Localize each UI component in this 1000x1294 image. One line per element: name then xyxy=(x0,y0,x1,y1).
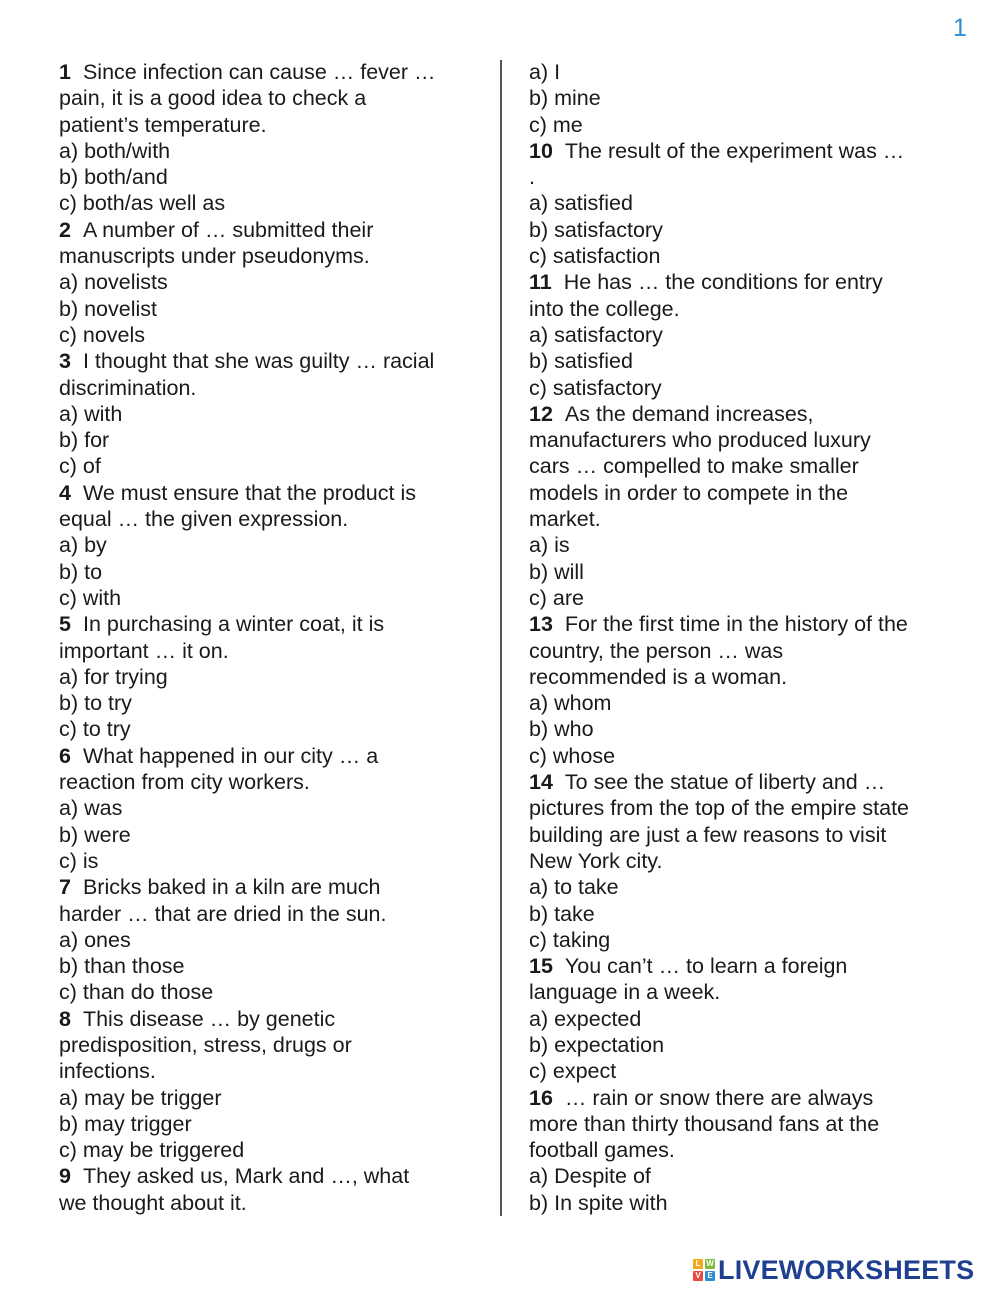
question-line xyxy=(59,348,484,374)
answer-option xyxy=(59,690,484,716)
answer-option xyxy=(529,927,954,953)
question-line xyxy=(529,269,954,295)
line-text: Since infection can cause … fever … xyxy=(82,60,436,84)
line-text: manufacturers who produced luxury xyxy=(529,428,871,453)
answer-option xyxy=(529,59,954,85)
question-line xyxy=(59,743,484,769)
question-number: 1 xyxy=(59,60,71,84)
question-text-line xyxy=(529,822,954,848)
line-text: c) satisfactory xyxy=(529,375,662,400)
question-text-line xyxy=(59,1058,484,1084)
answer-option xyxy=(529,1058,954,1084)
line-text: recommended is a woman. xyxy=(529,664,788,689)
question-line xyxy=(59,1163,484,1189)
question-text-line xyxy=(59,1190,484,1216)
question-text-line xyxy=(529,480,954,506)
answer-option xyxy=(59,795,484,821)
line-text: He has … the conditions for entry xyxy=(563,270,883,295)
line-text: b) In spite with xyxy=(529,1190,668,1215)
answer-option xyxy=(59,164,484,190)
answer-option xyxy=(529,1190,954,1216)
line-text: harder … that are dried in the sun. xyxy=(59,901,387,926)
line-text: pictures from the top of the empire state xyxy=(529,796,910,821)
question-text-line xyxy=(529,506,954,532)
line-text: a) was xyxy=(59,796,123,821)
question-line xyxy=(529,401,954,427)
answer-option xyxy=(59,585,484,611)
answer-option xyxy=(59,822,484,848)
line-text: c) both/as well as xyxy=(59,191,226,216)
line-text: a) to take xyxy=(529,875,619,900)
question-text-line xyxy=(59,769,484,795)
line-text: c) of xyxy=(59,454,101,479)
answer-option xyxy=(529,375,954,401)
line-text: c) whose xyxy=(529,743,616,768)
answer-option xyxy=(59,269,484,295)
line-text: a) may be trigger xyxy=(59,1085,222,1110)
line-text: Bricks baked in a kiln are much xyxy=(82,875,381,900)
answer-option xyxy=(529,112,954,138)
liveworksheets-logo-icon xyxy=(693,1259,715,1281)
logo-icon-tile: W xyxy=(706,1259,714,1268)
line-text: c) is xyxy=(59,848,99,873)
line-text: we thought about it. xyxy=(59,1190,247,1215)
question-text-line xyxy=(529,427,954,453)
answer-option xyxy=(529,874,954,900)
line-text: We must ensure that the product is xyxy=(82,480,416,505)
line-text: equal … the given expression. xyxy=(59,507,349,532)
question-text-line xyxy=(529,664,954,690)
question-number: 13 xyxy=(529,612,553,637)
line-text: language in a week. xyxy=(529,980,721,1005)
answer-option xyxy=(59,532,484,558)
question-number: 10 xyxy=(529,138,553,163)
question-text-line xyxy=(529,638,954,664)
line-text: This disease … by genetic xyxy=(82,1006,336,1031)
line-text: To see the statue of liberty and … xyxy=(564,770,886,795)
line-text: b) satisfied xyxy=(529,349,633,374)
question-text-line xyxy=(529,164,954,190)
line-text: reaction from city workers. xyxy=(59,770,310,795)
line-text: . xyxy=(529,165,535,190)
answer-option xyxy=(529,243,954,269)
question-line xyxy=(59,611,484,637)
answer-option xyxy=(529,743,954,769)
answer-option xyxy=(59,401,484,427)
line-text: I thought that she was guilty … racial xyxy=(82,349,435,374)
line-text: infections. xyxy=(59,1059,156,1084)
line-text: c) me xyxy=(529,112,583,137)
line-text: You can’t … to learn a foreign xyxy=(564,954,848,979)
question-line xyxy=(529,138,954,164)
line-text: c) than do those xyxy=(59,980,214,1005)
question-line xyxy=(529,953,954,979)
line-text: b) take xyxy=(529,901,595,926)
line-text: b) satisfactory xyxy=(529,217,663,242)
question-text-line xyxy=(529,453,954,479)
answer-option xyxy=(59,1137,484,1163)
answer-option xyxy=(59,848,484,874)
question-number: 11 xyxy=(529,270,552,295)
question-number: 2 xyxy=(59,217,71,242)
line-text: b) will xyxy=(529,559,584,584)
line-text: c) taking xyxy=(529,927,611,952)
line-text: b) for xyxy=(59,428,110,453)
line-text: c) expect xyxy=(529,1059,617,1084)
question-line xyxy=(529,611,954,637)
question-text-line xyxy=(529,1111,954,1137)
line-text: country, the person … was xyxy=(529,638,784,663)
line-text: What happened in our city … a xyxy=(82,743,379,768)
line-text: b) both/and xyxy=(59,165,168,190)
line-text: b) expectation xyxy=(529,1032,665,1057)
line-text: into the college. xyxy=(529,296,680,321)
line-text: football games. xyxy=(529,1138,675,1163)
line-text: New York city. xyxy=(529,848,663,873)
question-text-line xyxy=(59,506,484,532)
question-number: 14 xyxy=(529,770,553,795)
line-text: b) novelist xyxy=(59,296,157,321)
answer-option xyxy=(59,979,484,1005)
liveworksheets-logo[interactable] xyxy=(693,1255,993,1285)
line-text: discrimination. xyxy=(59,375,197,400)
line-text: a) ones xyxy=(59,927,131,952)
logo-text: LIVEWORKSHEETS xyxy=(718,1254,975,1285)
question-text-line xyxy=(59,901,484,927)
line-text: They asked us, Mark and …, what xyxy=(82,1164,410,1189)
line-text: a) whom xyxy=(529,691,612,716)
line-text: In purchasing a winter coat, it is xyxy=(82,612,385,637)
question-number: 4 xyxy=(59,480,71,505)
logo-icon-tile: L xyxy=(693,1259,703,1269)
line-text: c) with xyxy=(59,585,122,610)
answer-option xyxy=(529,901,954,927)
line-text: b) mine xyxy=(529,86,601,111)
answer-option xyxy=(529,322,954,348)
line-text: more than thirty thousand fans at the xyxy=(529,1111,880,1136)
question-number: 3 xyxy=(59,349,71,374)
column-divider xyxy=(500,60,502,1216)
question-number: 5 xyxy=(59,612,71,637)
line-text: For the first time in the history of the xyxy=(564,612,908,637)
line-text: models in order to compete in the xyxy=(529,480,849,505)
line-text: a) novelists xyxy=(59,270,168,295)
line-text: b) may trigger xyxy=(59,1111,192,1136)
question-number: 9 xyxy=(59,1164,71,1189)
answer-option xyxy=(529,585,954,611)
answer-option xyxy=(529,217,954,243)
left-column xyxy=(59,59,484,1216)
answer-option xyxy=(59,296,484,322)
line-text: important … it on. xyxy=(59,638,229,663)
question-text-line xyxy=(59,243,484,269)
question-line xyxy=(59,1006,484,1032)
line-text: a) satisfied xyxy=(529,191,633,216)
line-text: a) Despite of xyxy=(529,1164,651,1189)
answer-option xyxy=(529,559,954,585)
line-text: As the demand increases, xyxy=(564,401,814,426)
line-text: c) are xyxy=(529,585,584,610)
answer-option xyxy=(59,1111,484,1137)
question-text-line xyxy=(529,1137,954,1163)
question-text-line xyxy=(529,848,954,874)
answer-option xyxy=(529,1006,954,1032)
question-line xyxy=(59,59,484,85)
question-text-line xyxy=(59,638,484,664)
answer-option xyxy=(59,664,484,690)
answer-option xyxy=(529,190,954,216)
question-text-line xyxy=(529,979,954,1005)
line-text: The result of the experiment was … xyxy=(564,138,905,163)
question-number: 12 xyxy=(529,401,553,426)
answer-option xyxy=(529,532,954,558)
logo-icon-tile: E xyxy=(705,1271,715,1281)
answer-option xyxy=(529,85,954,111)
line-text: patient’s temperature. xyxy=(59,112,267,137)
line-text: a) by xyxy=(59,533,107,558)
page-number: 1 xyxy=(953,14,967,42)
answer-option xyxy=(59,1085,484,1111)
logo-icon-tile: V xyxy=(693,1271,703,1281)
line-text: a) for trying xyxy=(59,664,168,689)
question-text-line xyxy=(59,375,484,401)
line-text: b) to xyxy=(59,559,103,584)
question-text-line xyxy=(529,795,954,821)
question-text-line xyxy=(59,1032,484,1058)
line-text: a) I xyxy=(529,60,561,84)
answer-option xyxy=(529,716,954,742)
line-text: building are just a few reasons to visit xyxy=(529,822,887,847)
line-text: c) may be triggered xyxy=(59,1138,245,1163)
right-column xyxy=(529,59,954,1216)
question-line xyxy=(59,480,484,506)
answer-option xyxy=(529,348,954,374)
answer-option xyxy=(59,716,484,742)
line-text: a) is xyxy=(529,533,570,558)
answer-option xyxy=(529,1032,954,1058)
question-line xyxy=(529,1085,954,1111)
question-number: 15 xyxy=(529,954,553,979)
line-text: c) novels xyxy=(59,322,146,347)
question-number: 16 xyxy=(529,1085,553,1110)
question-text-line xyxy=(59,85,484,111)
answer-option xyxy=(59,453,484,479)
line-text: market. xyxy=(529,507,601,532)
answer-option xyxy=(59,190,484,216)
line-text: predisposition, stress, drugs or xyxy=(59,1032,352,1057)
question-line xyxy=(59,217,484,243)
line-text: b) who xyxy=(529,717,594,742)
line-text: A number of … submitted their xyxy=(82,217,374,242)
answer-option xyxy=(59,138,484,164)
question-number: 6 xyxy=(59,743,71,768)
line-text: a) with xyxy=(59,401,123,426)
answer-option xyxy=(59,322,484,348)
line-text: c) satisfaction xyxy=(529,244,661,269)
answer-option xyxy=(529,1163,954,1189)
answer-option xyxy=(59,559,484,585)
answer-option xyxy=(59,953,484,979)
line-text: a) expected xyxy=(529,1006,642,1031)
line-text: cars … compelled to make smaller xyxy=(529,454,859,479)
line-text: pain, it is a good idea to check a xyxy=(59,86,367,111)
line-text: c) to try xyxy=(59,717,131,742)
question-number: 7 xyxy=(59,875,71,900)
question-line xyxy=(529,769,954,795)
line-text: manuscripts under pseudonyms. xyxy=(59,244,370,269)
question-text-line xyxy=(529,296,954,322)
answer-option xyxy=(529,690,954,716)
line-text: b) were xyxy=(59,822,131,847)
question-text-line xyxy=(59,112,484,138)
line-text: b) to try xyxy=(59,691,132,716)
line-text: a) both/with xyxy=(59,138,171,163)
line-text: a) satisfactory xyxy=(529,322,663,347)
question-number: 8 xyxy=(59,1006,71,1031)
answer-option xyxy=(59,927,484,953)
line-text: b) than those xyxy=(59,954,185,979)
question-line xyxy=(59,874,484,900)
answer-option xyxy=(59,427,484,453)
line-text: … rain or snow there are always xyxy=(564,1085,874,1110)
